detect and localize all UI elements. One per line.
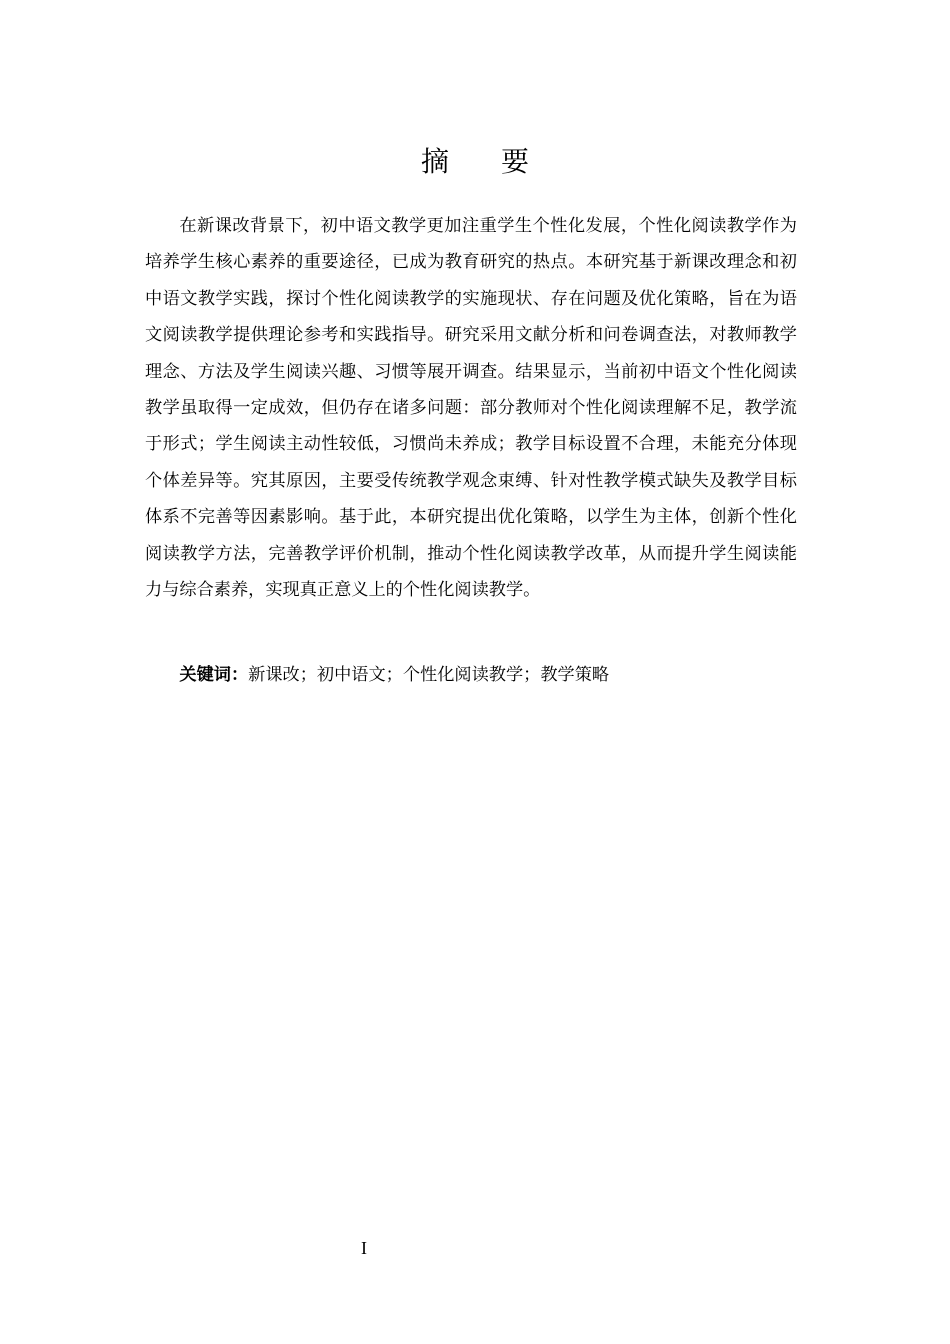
keywords-line — [145, 657, 797, 693]
page-title: 摘要 — [420, 145, 581, 178]
abstract-paragraph: 在新课改背景下，初中语文教学更加注重学生个性化发展，个性化阅读教学作为培养学生核心素养的重要途径，已成为教育研究的热点。本研究基于新课改理念和初中语文教学实践，探讨个性化阅读教学的实施现状、存在问题及优化策略，旨在为语文阅读教学提供理论参考和实践指导。研究采用文献分析和问卷调查法，对教师教学理念、方法及学生阅读兴趣、习惯等展开调查。结果显示，当前初中语文个性化阅读教学虽取得一定成效，但仍存在诸多问题：部分教师对个性化阅读理解不足，教学流于形式；学生阅读主动性较低，习惯尚未养成；教学目标设置不合理，未能充分体现个体差异等。究其原因，主要受传统教学观念束缚、针对性教学模式缺失及教学目标体系不完善等因素影响。基于此，本研究提出优化策略，以学生为主体，创新个性化阅读教学方法，完善教学评价机制，推动个性化阅读教学改革，从而提升学生阅读能力与综合素养，实现真正意义上的个性化阅读教学。 — [145, 216, 797, 601]
page-number: I — [361, 1238, 367, 1258]
keywords-text: 新课改；初中语文；个性化阅读教学；教学策略 — [248, 665, 610, 685]
keywords-label: 关键词： — [179, 665, 249, 685]
